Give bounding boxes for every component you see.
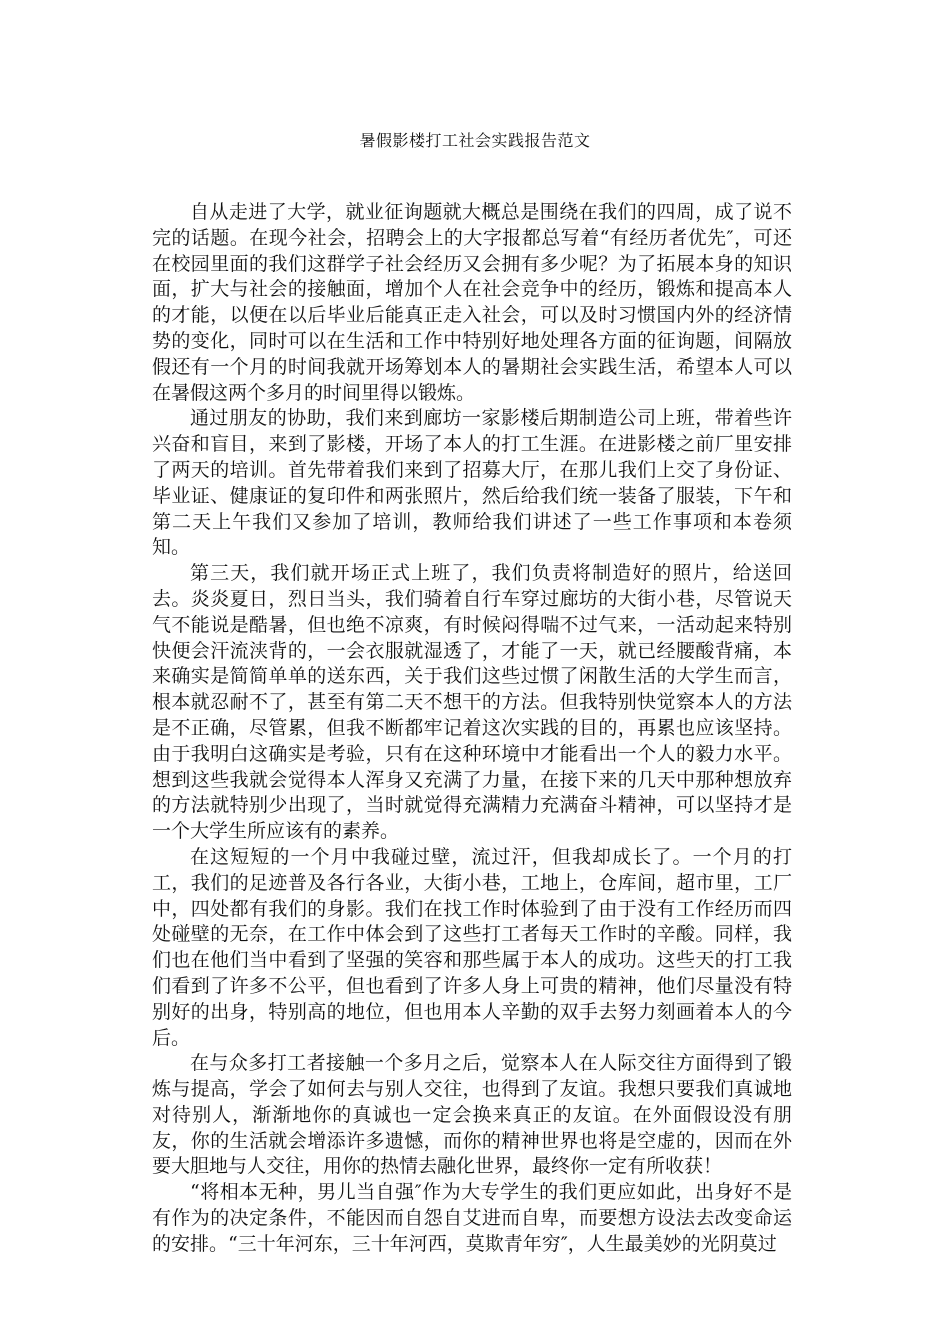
document-title: 暑假影楼打工社会实践报告范文 [359, 131, 591, 150]
paragraph-2: 通过朋友的协助，我们来到廊坊一家影楼后期制造公司上班，带着些许兴奋和盲目，来到了影楼，开场了本人的打工生涯。在进影楼之前厂里安排了两天的培训。首先带着我们来到了招募大厅，在那儿我们上交了身份证、毕业证、健康证的复印件和两张照片，然后给我们统一装备了服装，下午和第二天上午我们又参加了培训，教师给我们讲述了一些工作事项和本卷须知。 [152, 407, 792, 559]
document-body [152, 200, 792, 1258]
paragraph-1: 自从走进了大学，就业征询题就大概总是围绕在我们的四周，成了说不完的话题。在现今社会，招聘会上的大字报都总写着“有经历者优先″，可还在校园里面的我们这群学子社会经历又会拥有多少呢？为了拓展本身的知识面，扩大与社会的接触面，增加个人在社会竞争中的经历，锻炼和提高本人的才能，以便在以后毕业后能真正走入社会，可以及时习惯国内外的经济情势的变化，同时可以在生活和工作中特别好地处理各方面的征询题，间隔放假还有一个月的时间我就开场筹划本人的暑期社会实践生活，希望本人可以在暑假这两个多月的时间里得以锻炼。 [152, 201, 792, 404]
paragraph-4: 在这短短的一个月中我碰过壁，流过汗，但我却成长了。一个月的打工，我们的足迹普及各行各业，大街小巷，工地上，仓库间，超市里，工厂中，四处都有我们的身影。我们在找工作时体验到了由于没有工作经历而四处碰壁的无奈，在工作中体会到了这些打工者每天工作时的辛酸。同样，我们也在他们当中看到了坚强的笑容和那些属于本人的成功。这些天的打工我们看到了许多不公平，但也看到了许多人身上可贵的精神，他们尽量没有特别好的出身，特别高的地位，但也用本人辛勤的双手去努力刻画着本人的今后。 [152, 845, 792, 1049]
paragraph-6: “将相本无种，男儿当自强″作为大专学生的我们更应如此，出身好不是有作为的决定条件，不能因而自怨自艾进而自卑，而要想方设法去改变命运的安排。“三十年河东，三十年河西，莫欺青年穷″，人生最美妙的光阴莫过 [152, 1181, 792, 1255]
paragraph-3: 第三天，我们就开场正式上班了，我们负责将制造好的照片，给送回去。炎炎夏日，烈日当头，我们骑着自行车穿过廊坊的大街小巷，尽管说天气不能说是酷暑，但也绝不凉爽，有时候闷得喘不过气来，一活动起来特别快便会汗流浃背的，一会衣服就湿透了，才能了一天，就已经腰酸背痛，本来确实是简简单单的送东西，关于我们这些过惯了闲散生活的大学生而言，根本就忍耐不了，甚至有第二天不想干的方法。但我特别快觉察本人的方法是不正确，尽管累，但我不断都牢记着这次实践的目的，再累也应该坚持。由于我明白这确实是考验，只有在这种环境中才能看出一个人的毅力水平。想到这些我就会觉得本人浑身又充满了力量，在接下来的几天中那种想放弃的方法就特别少出现了，当时就觉得充满精力充满奋斗精神，可以坚持才是一个大学生所应该有的素养。 [152, 562, 792, 843]
paragraph-5: 在与众多打工者接触一个多月之后，觉察本人在人际交往方面得到了锻炼与提高，学会了如何去与别人交往，也得到了友谊。我想只要我们真诚地对待别人，渐渐地你的真诚也一定会换来真正的友谊。在外面假设没有朋友，你的生活就会增添许多遗憾，而你的精神世界也将是空虚的，因而在外要大胆地与人交往，用你的热情去融化世界，最终你一定有所收获！ [152, 1052, 792, 1178]
